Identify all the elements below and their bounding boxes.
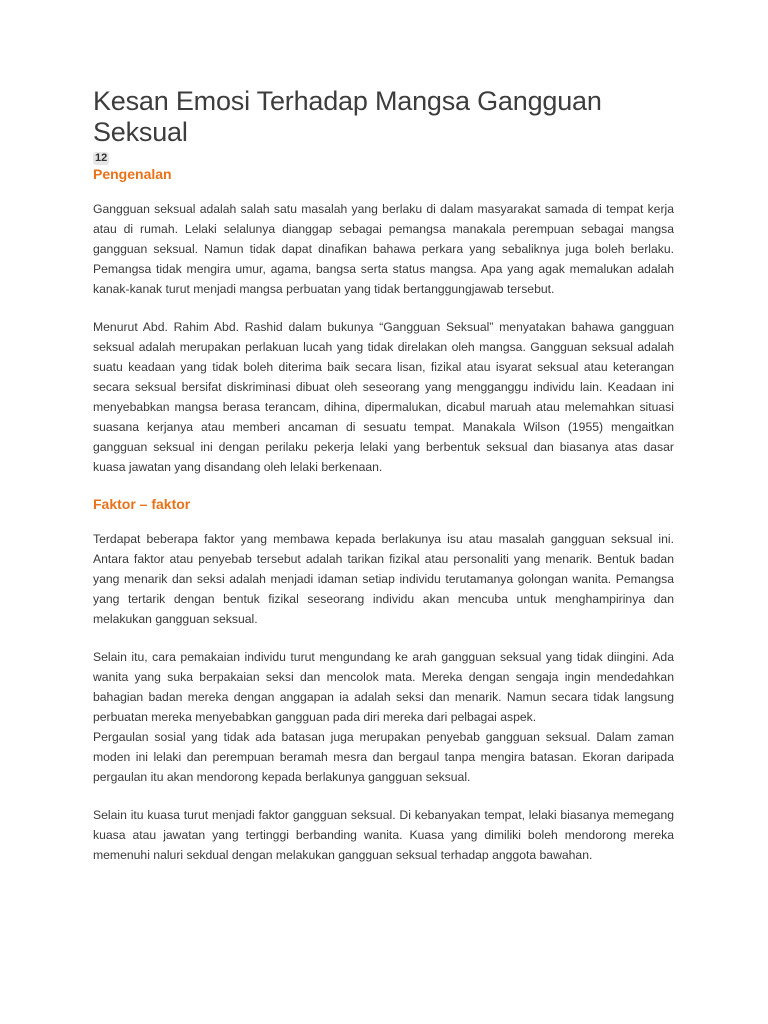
section-heading-faktor: Faktor – faktor bbox=[93, 496, 191, 512]
paragraph-faktor-3: Pergaulan sosial yang tidak ada batasan juga merupakan penyebab gangguan seksual. Dalam zaman moden ini lelaki dan perempuan beramah mesra dan bergaul tanpa mengira batasan. Ekoran daripada pergaulan itu akan mendorong kepada berlakunya gangguan seksual. bbox=[93, 730, 674, 784]
paragraph-faktor-2: Selain itu, cara pemakaian individu turut mengundang ke arah gangguan seksual yang tidak diingini. Ada wanita yang suka berpakaian seksi dan mencolok mata. Mereka dengan sengaja ingin mendedahkan bahagian badan mereka dengan anggapan ia adalah seksi dan menarik. Namun secara tidak langsung perbuatan mereka menyebabkan gangguan pada diri mereka dari pelbagai aspek. bbox=[93, 650, 674, 724]
comment-count-badge[interactable]: 12 bbox=[95, 152, 108, 164]
paragraph-intro-2: Menurut Abd. Rahim Abd. Rashid dalam bukunya “Gangguan Seksual” menyatakan bahawa gangguan seksual adalah merupakan perlakuan lucah yang tidak direlakan oleh mangsa. Gangguan seksual adalah suatu keadaan yang tidak boleh diterima baik secara lisan, fizikal atau isyarat seksual atau keterangan secara seksual bersifat diskriminasi dibuat oleh seseorang yang mengganggu individu lain. Keadaan ini menyebabkan mangsa berasa terancam, dihina, dipermalukan, dicabul maruah atau melemahkan situasi suasana kerjanya atau memberi ancaman di sesuatu tempat. Manakala Wilson (1955) mengaitkan gangguan seksual ini dengan perilaku pekerja lelaki yang berbentuk seksual dan biasanya atas dasar kuasa jawatan yang disandang oleh lelaki berkenaan. bbox=[93, 320, 674, 474]
section-heading-pengenalan: Pengenalan bbox=[93, 166, 172, 182]
document-page bbox=[93, 86, 674, 865]
page-title: Kesan Emosi Terhadap Mangsa Gangguan Seksual bbox=[93, 86, 602, 147]
paragraph-intro-1: Gangguan seksual adalah salah satu masalah yang berlaku di dalam masyarakat samada di tempat kerja atau di rumah. Lelaki selalunya dianggap sebagai pemangsa manakala perempuan sebagai mangsa gangguan seksual. Namun tidak dapat dinafikan bahawa perkara yang sebaliknya juga boleh berlaku. Pemangsa tidak mengira umur, agama, bangsa serta status mangsa. Apa yang agak memalukan adalah kanak-kanak turut menjadi mangsa perbuatan yang tidak bertanggungjawab tersebut. bbox=[93, 202, 674, 296]
paragraph-faktor-1: Terdapat beberapa faktor yang membawa kepada berlakunya isu atau masalah gangguan seksual ini. Antara faktor atau penyebab tersebut adalah tarikan fizikal atau personaliti yang menarik. Bentuk badan yang menarik dan seksi adalah menjadi idaman setiap individu terutamanya golongan wanita. Pemangsa yang tertarik dengan bentuk fizikal seseorang individu akan mencuba untuk menghampirinya dan melakukan gangguan seksual. bbox=[93, 532, 674, 626]
paragraph-faktor-4: Selain itu kuasa turut menjadi faktor gangguan seksual. Di kebanyakan tempat, lelaki biasanya memegang kuasa atau jawatan yang tertinggi berbanding wanita. Kuasa yang dimiliki boleh mendorong mereka memenuhi naluri sekdual dengan melakukan gangguan seksual terhadap anggota bawahan. bbox=[93, 808, 674, 862]
